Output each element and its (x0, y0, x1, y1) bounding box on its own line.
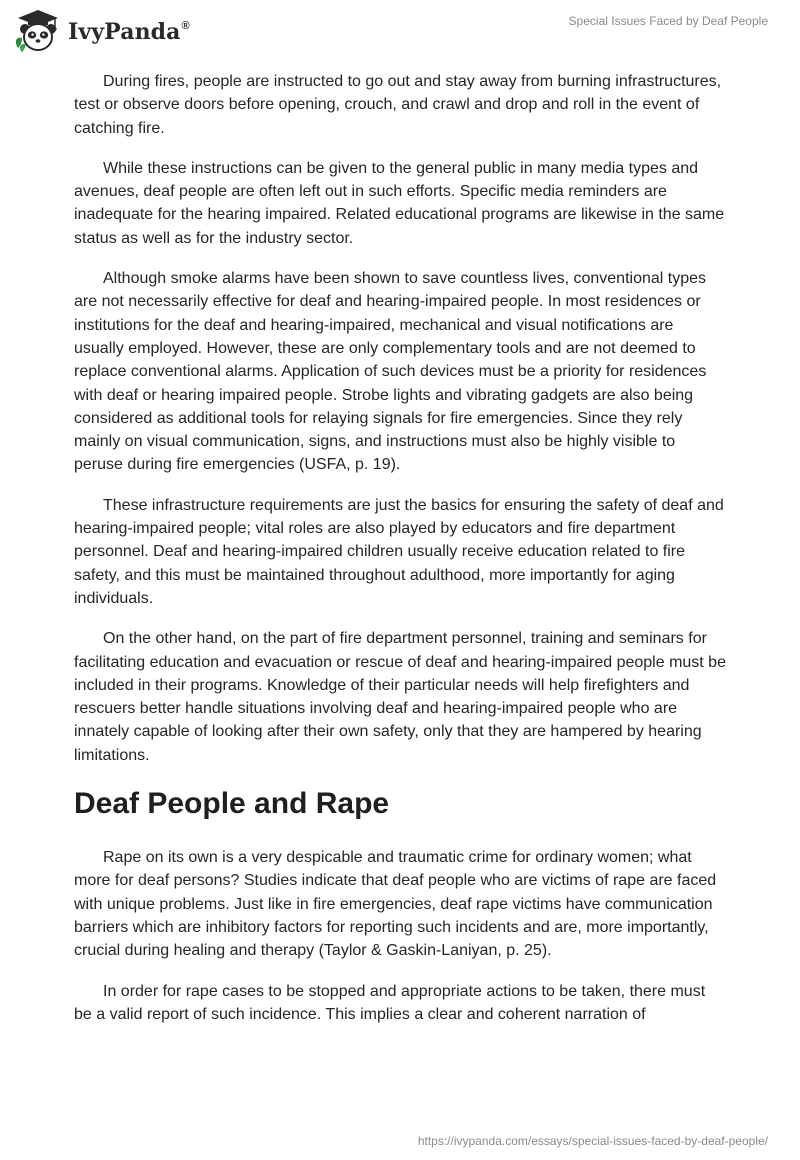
brand-logo-link[interactable] (14, 8, 190, 54)
paragraph-fire-personnel: On the other hand, on the part of fire department personnel, training and seminars for facilitating education and evacuation or rescue of deaf and hearing-impaired people must be included in their programs. Knowledge of their particular needs will help firefighters and rescuers better handle situations involving deaf and hearing-impaired people who are innately capable of looking after their own safety, only that they are hampered by hearing limitations. (74, 630, 726, 764)
page-header (0, 0, 800, 64)
source-url-link[interactable]: https://ivypanda.com/essays/special-issues-faced-by-deaf-people/ (417, 1134, 768, 1148)
panda-graduate-icon (14, 8, 62, 54)
brand-name (68, 19, 190, 45)
paragraph-smoke-alarms: Although smoke alarms have been shown to save countless lives, conventional types are not necessarily effective for deaf and hearing-impaired people. In most residences or institutions for the deaf and hearing-impaired, mechanical and visual notifications are usually employed. However, these are only complementary tools and are not deemed to replace conventional alarms. Application of such devices must be a priority for residences with deaf or hearing impaired people. Strobe lights and vibrating gadgets are also being considered as additional tools for relaying signals for fire emergencies. Since they rely mainly on visual communication, signs, and instructions must also be highly visible to peruse during fire emergencies (USFA, p. 19). (74, 270, 707, 474)
brand-text: IvyPanda (68, 19, 181, 45)
paragraph-media-efforts: While these instructions can be given to the general public in many media types and avenues, deaf people are often left out in such efforts. Specific media reminders are inadequate for the hearing impaired. Related educational programs are likewise in the same status as well as for the industry sector. (74, 159, 725, 247)
essay-body (74, 70, 726, 1043)
paragraph-infrastructure: These infrastructure requirements are just the basics for ensuring the safety of deaf and hearing-impaired people; vital roles are also played by educators and fire department personnel. Deaf and hearing-impaired children usually receive education related to fire safety, and this must be maintained throughout adulthood, more importantly for aging individuals. (74, 496, 724, 607)
paragraph-rape-reporting: In order for rape cases to be stopped and appropriate actions to be taken, there must be a valid report of such incidence. This implies a clear and coherent narration of (74, 982, 706, 1023)
registered-mark: ® (181, 20, 190, 32)
paragraph-rape-problems: Rape on its own is a very despicable and traumatic crime for ordinary women; what more for deaf persons? Studies indicate that deaf people who are victims of rape are faced with unique problems. Just like in fire emergencies, deaf rape victims have communication barriers which are inhibitory factors for reporting such incidents and are, more importantly, crucial during healing and therapy (Taylor & Gaskin-Laniyan, p. 25). (74, 849, 717, 960)
document-title: Special Issues Faced by Deaf People (568, 14, 768, 28)
paragraph-fire-instructions: During fires, people are instructed to go out and stay away from burning infrastructures, test or observe doors before opening, crouch, and crawl and drop and roll in the event of catching fire. (74, 73, 722, 137)
section-heading: Deaf People and Rape (74, 787, 390, 821)
